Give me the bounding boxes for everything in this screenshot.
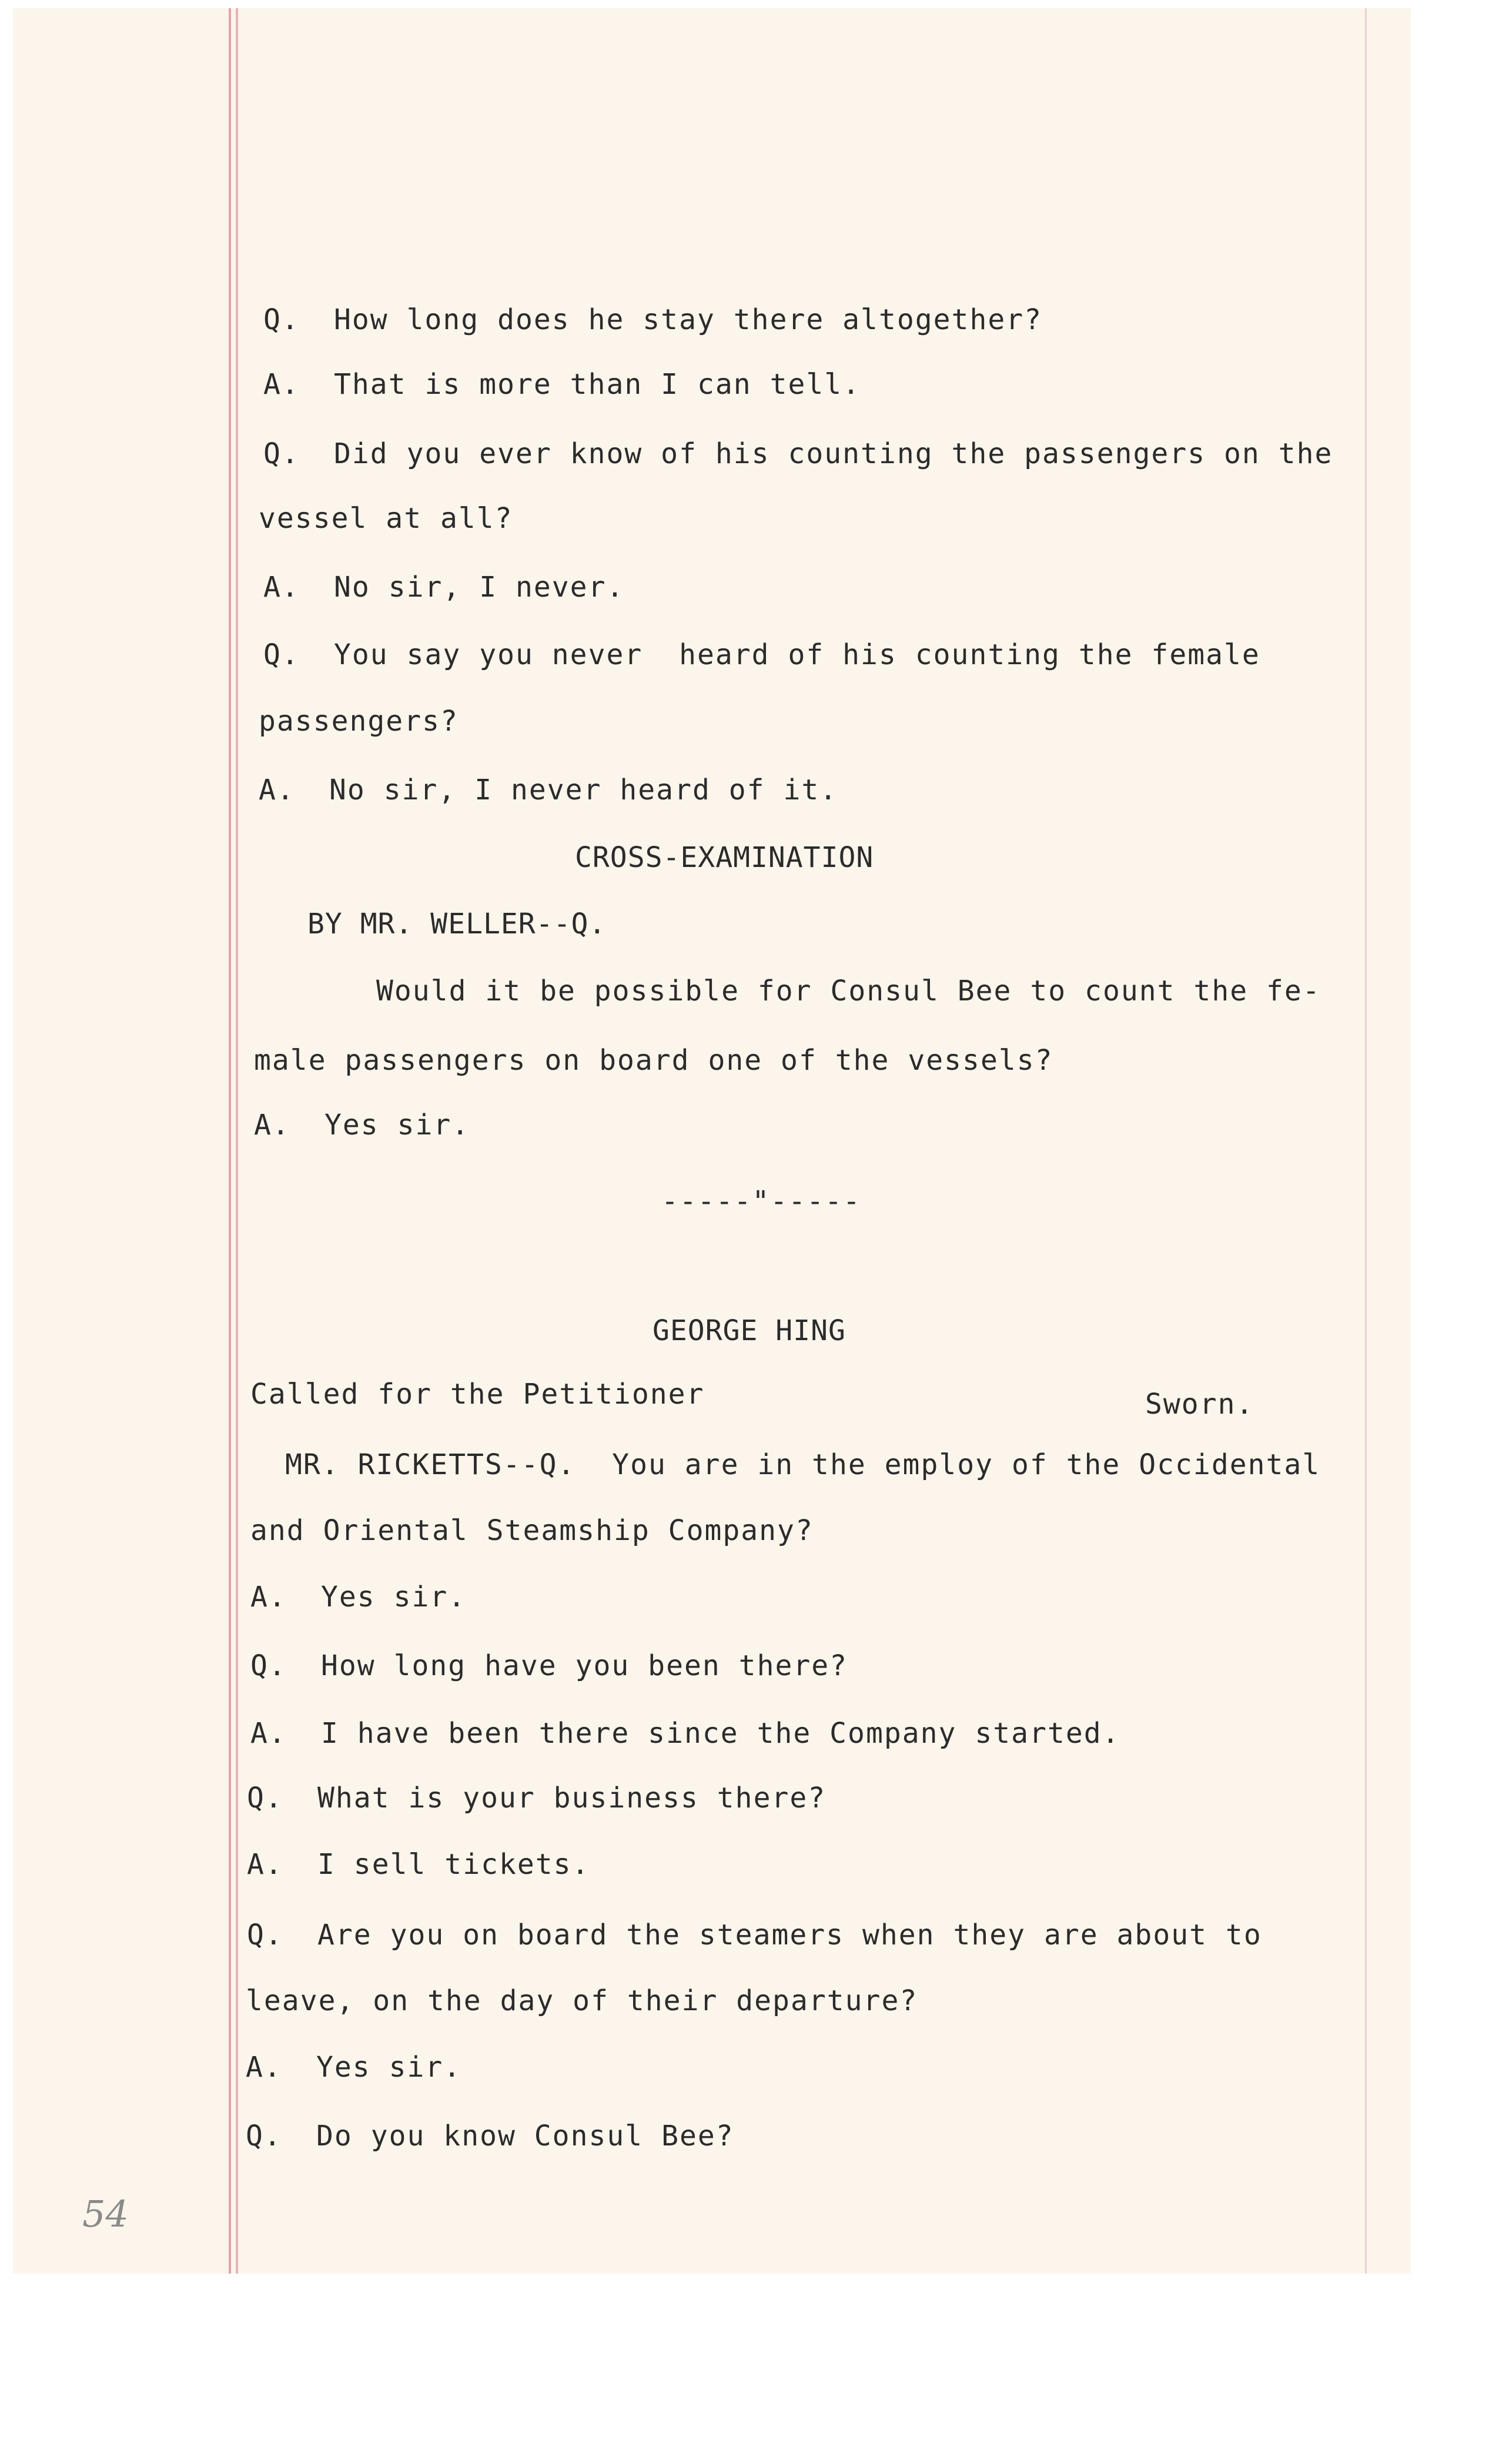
examiner-line: BY MR. WELLER--Q. bbox=[307, 908, 607, 940]
section-heading: CROSS-EXAMINATION bbox=[575, 841, 874, 874]
page-number: 54 bbox=[82, 2192, 129, 2235]
transcript-line: A. No sir, I never heard of it. bbox=[259, 774, 838, 806]
transcript-line: Q. How long have you been there? bbox=[250, 1649, 848, 1682]
sworn-note: Sworn. bbox=[1145, 1388, 1254, 1421]
transcript-line: male passengers on board one of the vessels? bbox=[254, 1044, 1053, 1077]
witness-name: GEORGE HING bbox=[653, 1314, 846, 1347]
transcript-line: A. Yes sir. bbox=[254, 1109, 470, 1141]
transcript-line: leave, on the day of their departure? bbox=[246, 1984, 918, 2017]
transcript-line: and Oriental Steamship Company? bbox=[250, 1514, 814, 1547]
transcript-line: Q. You say you never heard of his counting the female bbox=[263, 638, 1260, 671]
transcript-line: A. Yes sir. bbox=[246, 2051, 462, 2084]
transcript-line: vessel at all? bbox=[259, 502, 513, 535]
transcript-line: Called for the Petitioner bbox=[250, 1378, 705, 1411]
transcript-line: Q. Do you know Consul Bee? bbox=[246, 2120, 734, 2152]
transcript-line: Q. How long does he stay there altogether? bbox=[263, 303, 1043, 336]
transcript-line: Q. What is your business there? bbox=[247, 1782, 827, 1814]
transcript-line: A. Yes sir. bbox=[250, 1581, 467, 1613]
left-margin-rule-inner bbox=[236, 8, 238, 2274]
left-margin-rule bbox=[229, 8, 231, 2274]
right-margin-rule bbox=[1365, 8, 1367, 2274]
transcript-line: A. No sir, I never. bbox=[263, 571, 625, 604]
transcript-line: A. I have been there since the Company started. bbox=[250, 1717, 1120, 1750]
examiner-line: MR. RICKETTS--Q. You are in the employ of the Occidental bbox=[285, 1448, 1321, 1481]
transcript-line: passengers? bbox=[259, 705, 459, 738]
transcript-line: Q. Did you ever know of his counting the passengers on the bbox=[263, 437, 1333, 470]
transcript-line: Would it be possible for Consul Bee to count the fe- bbox=[376, 975, 1321, 1007]
transcript-line: A. I sell tickets. bbox=[247, 1848, 590, 1881]
transcript-line: Q. Are you on board the steamers when they are about to bbox=[247, 1919, 1262, 1951]
separator: -----"----- bbox=[661, 1185, 861, 1218]
transcript-line: A. That is more than I can tell. bbox=[263, 368, 861, 401]
